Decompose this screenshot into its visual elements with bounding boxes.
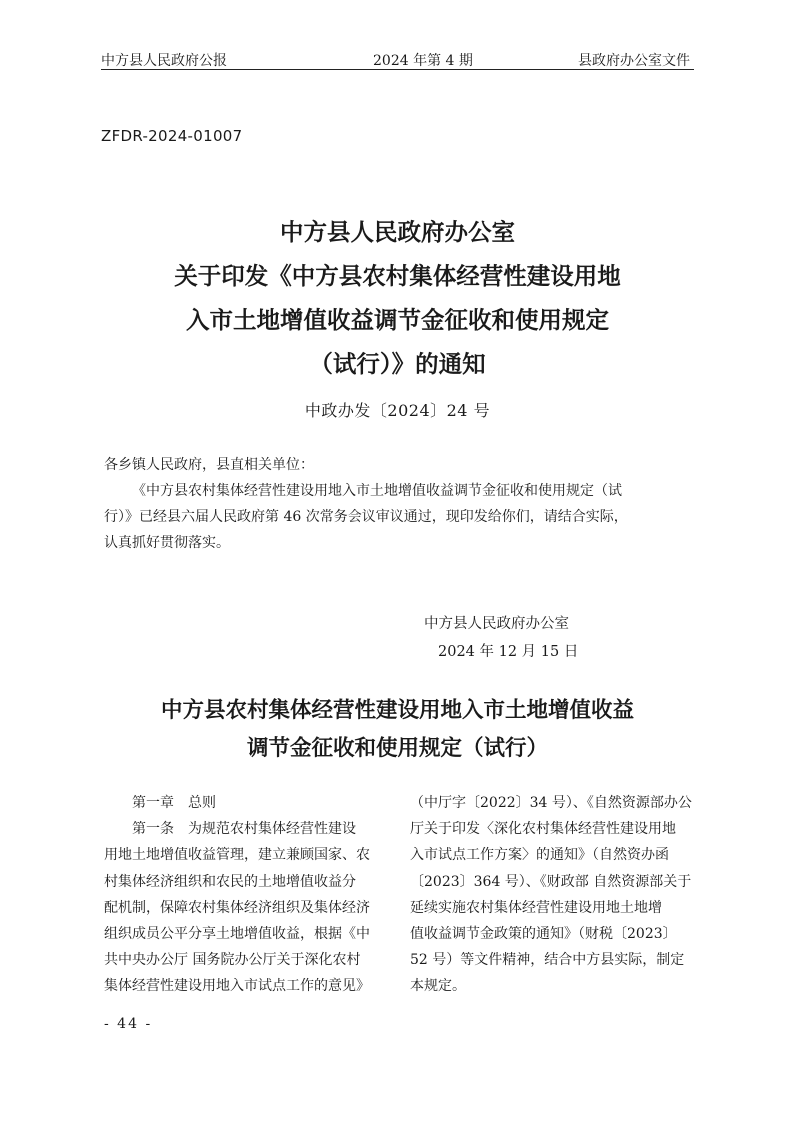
page-number: - 44 - [104,1016,153,1032]
article-line: 用地土地增值收益管理，建立兼顾国家、农 [104,847,370,864]
article-line: 厅关于印发〈深化农村集体经营性建设用地 [410,821,676,838]
regulation-title-line: 调节金征收和使用规定（试行） [246,736,548,761]
notice-line: 行）》已经县六届人民政府第 46 次常务会议审议通过，现印发给你们，请结合实际， [104,509,628,525]
notice-title [101,210,694,386]
document-code: ZFDR-2024-01007 [101,127,243,145]
right-column [410,790,694,1000]
header-publication: 中方县人民政府公报 [101,53,227,69]
addressee: 各乡镇人民政府，县直相关单位： [104,457,314,473]
signature-date: 2024 年 12 月 15 日 [438,644,579,660]
article-line: 入市试点工作方案〉的通知》（自然资办函 [410,847,669,864]
left-column [104,790,386,1000]
article-line: 第一条 为规范农村集体经营性建设 [132,821,356,838]
article-line: 延续实施农村集体经营性建设用地土地增 [410,899,662,916]
title-line: 关于印发《中方县农村集体经营性建设用地 [174,262,621,290]
article-line: 〔2023〕364 号）、《财政部 自然资源部关于 [410,873,692,890]
article-line: 配机制，保障农村集体经济组织及集体经济 [104,899,370,916]
article-line: 值收益调节金政策的通知》（财税〔2023〕 [410,926,677,943]
notice-line: 认真抓好贯彻落实。 [104,535,230,551]
regulation-title [101,692,694,768]
article-line: 共中央办公厅 国务院办公厅关于深化农村 [104,952,361,969]
document-number: 中政办发〔2024〕24 号 [304,401,491,420]
chapter-heading: 第一章 总则 [132,795,216,811]
regulation-title-line: 中方县农村集体经营性建设用地入市土地增值收益 [160,698,634,723]
article-line: 52 号）等文件精神，结合中方县实际，制定 [410,952,685,969]
header-category: 县政府办公室文件 [578,53,690,69]
notice-paragraph [104,478,692,556]
title-line: 中方县人民政府办公室 [280,218,515,246]
article-line: （中厅字〔2022〕34 号）、《自然资源部办公 [410,795,692,811]
article-line: 集体经营性建设用地入市试点工作的意见》 [104,978,370,995]
title-line: （试行）》的通知 [309,350,486,378]
article-line: 组织成员公平分享土地增值收益，根据《中 [104,926,370,943]
article-line: 村集体经济组织和农民的土地增值收益分 [104,873,356,890]
notice-line: 《中方县农村集体经营性建设用地入市土地增值收益调节金征收和使用规定（试 [132,483,622,499]
signature-organization: 中方县人民政府办公室 [424,616,569,632]
article-line: 本规定。 [410,978,466,995]
header-issue: 2024 年第 4 期 [373,53,473,69]
title-line: 入市土地增值收益调节金征收和使用规定 [186,306,609,334]
page-header [101,48,694,70]
